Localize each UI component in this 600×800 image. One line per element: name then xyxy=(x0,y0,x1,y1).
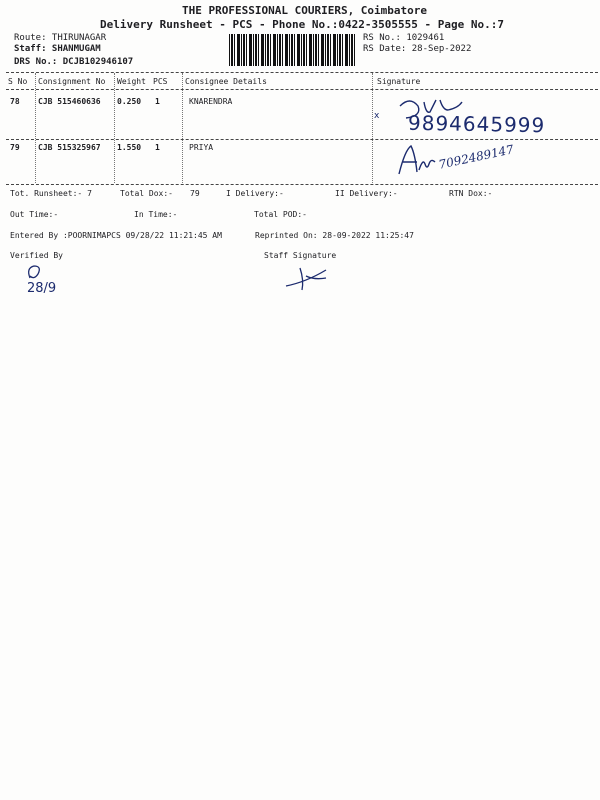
tot-runsheet: Tot. Runsheet:- 7 xyxy=(10,189,92,198)
handwritten-phone-row78: 9894645999 xyxy=(407,110,546,138)
table-row-consignee: KNARENDRA xyxy=(189,97,233,106)
col-consignee-header: Consignee Details xyxy=(185,77,267,86)
i-delivery: I Delivery:- xyxy=(226,189,284,198)
verifier-initial-mark xyxy=(24,262,48,282)
handwritten-phone-row79: 7092489147 xyxy=(437,142,515,172)
staff-label: Staff: SHANMUGAM xyxy=(14,44,101,54)
col-sno-header: S No xyxy=(8,77,28,86)
staff-signature-label: Staff Signature xyxy=(264,251,337,260)
total-pod: Total POD:- xyxy=(254,210,307,219)
svg-text:x: x xyxy=(374,111,380,121)
total-dox-value: 79 xyxy=(190,189,200,198)
reprinted-on: Reprinted On: 28-09-2022 11:25:47 xyxy=(255,231,414,240)
verified-date-note: 28/9 xyxy=(27,281,57,296)
table-row-weight: 0.250 xyxy=(117,97,142,106)
table-row-consignment: CJB 515460636 xyxy=(38,97,101,106)
rs-date: RS Date: 28-Sep-2022 xyxy=(363,44,472,54)
table-row-pcs: 1 xyxy=(155,97,160,106)
table-row-sno: 78 xyxy=(10,97,20,106)
barcode xyxy=(229,34,357,66)
col-consignment-header: Consignment No xyxy=(38,77,106,86)
out-time: Out Time:- xyxy=(10,210,59,219)
total-dox: Total Dox:- xyxy=(120,189,173,198)
drs-number: DRS No.: DCJB102946107 xyxy=(14,57,134,67)
table-row-sno: 79 xyxy=(10,143,20,152)
table-row-consignment: CJB 515325967 xyxy=(38,143,101,152)
col-pcs-header: PCS xyxy=(153,77,168,86)
rtn-dox: RTN Dox:- xyxy=(449,189,493,198)
verified-by-label: Verified By xyxy=(10,251,63,260)
route-label: Route: THIRUNAGAR xyxy=(14,33,107,43)
col-signature-header: Signature xyxy=(377,77,421,86)
rs-number: RS No.: 1029461 xyxy=(363,33,445,43)
staff-signature-mark xyxy=(282,262,342,292)
table-row-pcs: 1 xyxy=(155,143,160,152)
runsheet-subtitle: Delivery Runsheet - PCS - Phone No.:0422-3505555 - Page No.:7 xyxy=(100,18,504,31)
company-title: THE PROFESSIONAL COURIERS, Coimbatore xyxy=(182,4,428,17)
ii-delivery: II Delivery:- xyxy=(335,189,398,198)
table-row-consignee: PRIYA xyxy=(189,143,214,152)
in-time: In Time:- xyxy=(134,210,178,219)
col-weight-header: Weight xyxy=(117,77,146,86)
entered-by: Entered By :POORNIMAPCS 09/28/22 11:21:45 AM xyxy=(10,231,222,240)
table-row-weight: 1.550 xyxy=(117,143,142,152)
